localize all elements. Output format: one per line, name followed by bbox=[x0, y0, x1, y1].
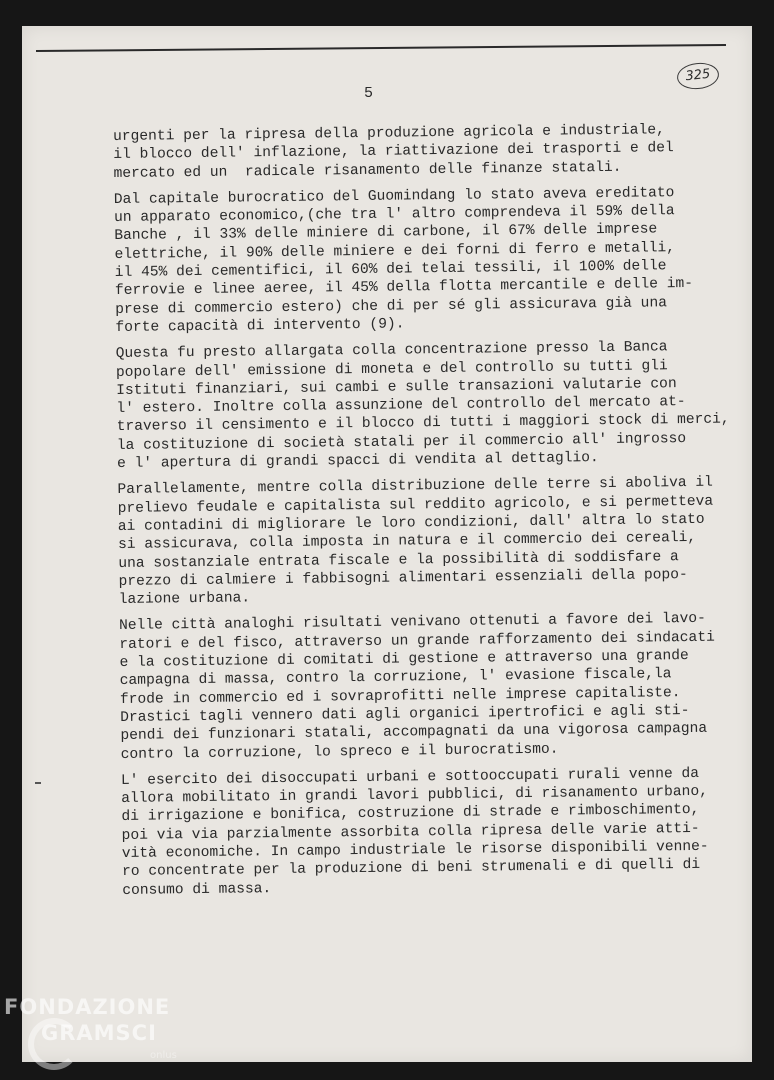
document-body bbox=[113, 120, 750, 907]
text-line: lazione urbana. bbox=[118, 590, 251, 609]
text-line: pendi dei funzionari statali, accompagnati da una vigorosa campagna bbox=[120, 720, 708, 745]
text-line: forte capacità di intervento (9). bbox=[115, 316, 405, 336]
text-line: prezzo di calmiere i fabbisogni alimentari essenziali della popo- bbox=[118, 566, 688, 590]
text-line: Banche , il 33% delle miniere di carbone, il 67% delle imprese bbox=[114, 221, 658, 245]
margin-mark bbox=[35, 782, 41, 784]
text-line: prelievo feudale e capitalista sul reddito agricolo, e si permetteva bbox=[117, 493, 714, 517]
paragraph bbox=[116, 338, 746, 474]
watermark-line1: FONDAZIONE bbox=[4, 995, 171, 1019]
paragraph bbox=[113, 120, 742, 183]
text-line: frode in commercio ed i sovraprofitti nelle imprese capitaliste. bbox=[119, 684, 681, 708]
text-line: popolare dell' emissione di moneta e del controllo su tutti gli bbox=[115, 357, 668, 381]
text-line: Questa fu presto allargata colla concentrazione presso la Banca bbox=[115, 339, 668, 363]
text-line: Nelle città analoghi risultati venivano ottenuti a favore dei lavo- bbox=[118, 611, 706, 635]
text-line: Istituti finanziari, sui cambi e sulle transazioni valutarie con bbox=[116, 375, 677, 399]
text-line: campagna di massa, contro la corruzione, l' evasione fiscale,la bbox=[119, 666, 672, 690]
text-line: ferrovie e linee aeree, il 45% della flotta mercantile e delle im- bbox=[114, 276, 694, 300]
text-line: un apparato economico,(che tra l' altro comprendeva il 59% della bbox=[114, 203, 675, 227]
paragraph bbox=[114, 183, 744, 337]
text-line: vità economiche. In campo industriale le risorse disponibili venne- bbox=[121, 838, 709, 862]
archive-stamp-number: 325 bbox=[676, 61, 720, 91]
text-line: una sostanziale entrata fiscale e la possibilità di soddisfare a bbox=[118, 548, 679, 572]
text-line: si assicurava, colla imposta in natura e il commercio dei cereali, bbox=[117, 530, 697, 554]
text-line: Dal capitale burocratico del Guomindang lo stato aveva ereditato bbox=[113, 185, 675, 208]
paragraph bbox=[119, 610, 749, 764]
text-line: traverso il censimento e il blocco di tutti i maggiori stock di merci, bbox=[116, 411, 730, 436]
text-line: elettriche, il 90% delle miniere e dei forni di ferro e metalli, bbox=[114, 239, 676, 263]
watermark-line2: GRAMSCI bbox=[41, 1021, 157, 1045]
text-line: prese di commercio estero) che di per sé gli assicurava già una bbox=[115, 294, 668, 318]
text-line: e l' apertura di grandi spacci di vendita al dettaglio. bbox=[117, 450, 599, 473]
text-line: L' esercito dei disoccupati urbani e sottooccupati rurali venne da bbox=[120, 765, 700, 789]
text-line: Parallelamente, mentre colla distribuzione delle terre si aboliva il bbox=[117, 475, 714, 499]
text-line: poi via via parzialmente assorbita colla ripresa delle varie atti- bbox=[121, 820, 700, 844]
text-line: il 45% dei cementifici, il 60% dei telai tessili, il 100% delle bbox=[114, 258, 667, 282]
text-line: urgenti per la ripresa della produzione agricola e industriale, bbox=[113, 122, 665, 145]
text-line: e la costituzione di comitati di gestione e attraverso una grande bbox=[119, 648, 689, 671]
paragraph bbox=[121, 764, 751, 900]
text-line: di irrigazione e bonifica, costruzione di strade e rimboschimento, bbox=[121, 802, 700, 826]
text-line: Drastici tagli vennero dati agli organici ipertrofici e agli sti- bbox=[120, 702, 690, 726]
text-line: ro concentrate per la produzione di beni strumenali e di quelli di bbox=[121, 857, 701, 881]
page-number: 5 bbox=[364, 85, 374, 102]
text-line: la costituzione di società statali per il commercio all' ingrosso bbox=[116, 430, 687, 454]
text-line: ai contadini di migliorare le loro condizioni, dall' altra lo stato bbox=[117, 511, 705, 535]
text-line: l' estero. Inoltre colla assunzione del controllo del mercato at- bbox=[116, 394, 686, 418]
text-line: mercato ed un radicale risanamento delle finanze statali. bbox=[113, 159, 622, 182]
watermark bbox=[4, 994, 170, 1046]
text-line: ratori e del fisco, attraverso un grande rafforzamento dei sindacati bbox=[119, 629, 715, 653]
text-line: consumo di massa. bbox=[122, 880, 272, 899]
text-line: contro la corruzione, lo spreco e il burocratismo. bbox=[120, 741, 559, 763]
watermark-suffix: onlus bbox=[150, 1050, 177, 1061]
text-line: allora mobilitato in grandi lavori pubblici, di risanamento urbano, bbox=[121, 783, 709, 808]
paragraph bbox=[117, 474, 747, 610]
text-line: il blocco dell' inflazione, la riattivazione dei trasporti e del bbox=[113, 140, 674, 164]
